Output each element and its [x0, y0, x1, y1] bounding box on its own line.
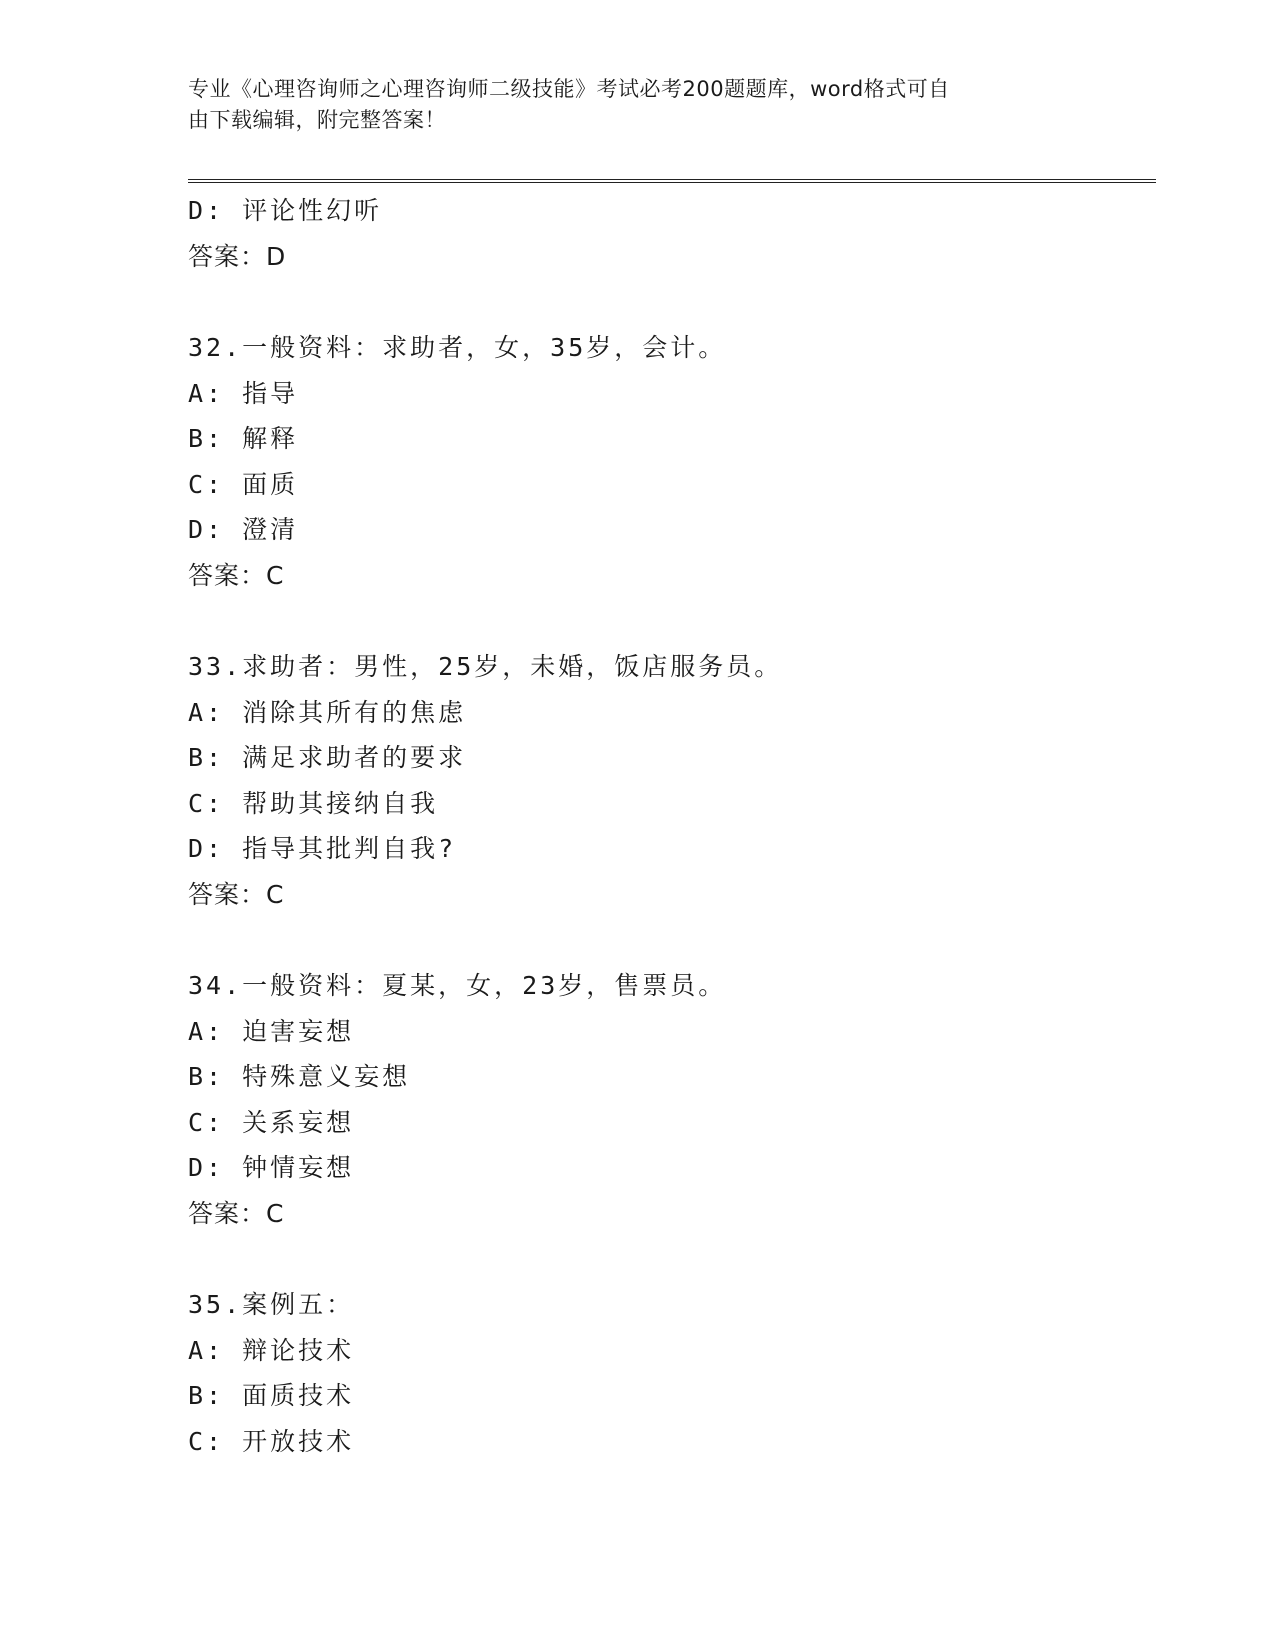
answer-line: 答案：C: [188, 1198, 285, 1228]
option-b: B: 特殊意义妄想: [188, 1062, 411, 1091]
answer-line: 答案：C: [188, 879, 285, 909]
option-a: A: 指导: [188, 378, 299, 408]
option-c: C: 帮助其接纳自我: [188, 788, 439, 818]
header-line-1: 专业《心理咨询师之心理咨询师二级技能》考试必考200题题库，word格式可自: [188, 77, 950, 101]
option-b: B: 面质技术: [188, 1381, 355, 1410]
header-line-2: 由下载编辑，附完整答案！: [188, 108, 446, 132]
option-d: D: 指导其批判自我?: [188, 834, 457, 863]
answer-line: 答案：D: [188, 241, 287, 271]
spacer: [188, 917, 1148, 963]
question-stem: 34.一般资料：夏某，女，23岁，售票员。: [188, 971, 727, 1000]
option-b: B: 满足求助者的要求: [188, 743, 467, 772]
question-stem: 33.求助者：男性，25岁，未婚，饭店服务员。: [188, 652, 783, 681]
option-a: A: 迫害妄想: [188, 1016, 355, 1046]
question-list: [188, 188, 1148, 1464]
option-b: B: 解释: [188, 424, 299, 453]
answer-line: 答案：C: [188, 560, 285, 590]
document-header: [188, 74, 1068, 136]
option-d: D: 评论性幻听: [188, 196, 383, 225]
question-stem: 35.案例五：: [188, 1290, 355, 1319]
option-a: A: 辩论技术: [188, 1335, 355, 1365]
question-stem: 32.一般资料：求助者，女，35岁，会计。: [188, 333, 727, 362]
option-c: C: 关系妄想: [188, 1107, 355, 1137]
header-divider: [188, 179, 1156, 183]
option-d: D: 澄清: [188, 515, 299, 544]
option-c: C: 面质: [188, 469, 299, 499]
option-c: C: 开放技术: [188, 1426, 355, 1456]
option-a: A: 消除其所有的焦虑: [188, 697, 467, 727]
option-d: D: 钟情妄想: [188, 1153, 355, 1182]
spacer: [188, 1236, 1148, 1282]
spacer: [188, 279, 1148, 325]
spacer: [188, 598, 1148, 644]
